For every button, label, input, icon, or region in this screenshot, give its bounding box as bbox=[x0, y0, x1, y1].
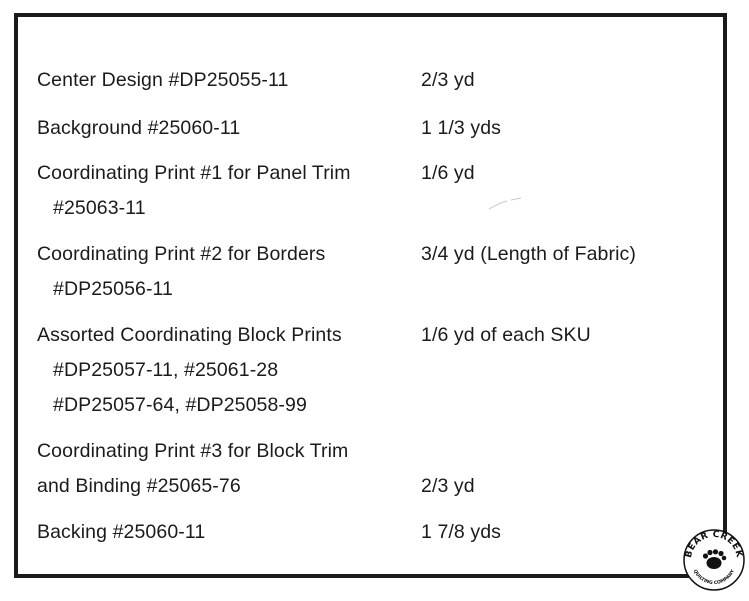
row-5-item-line-2: #DP25057-11, #25061-28 bbox=[53, 359, 279, 381]
scan-speck bbox=[487, 197, 527, 211]
row-3-item-line-2: #25063-11 bbox=[53, 197, 146, 219]
row-4-item-line-1: Coordinating Print #2 for Borders bbox=[37, 243, 326, 265]
row-3-amount: 1/6 yd bbox=[421, 162, 475, 184]
row-5-item-line-3: #DP25057-64, #DP25058-99 bbox=[53, 394, 307, 416]
row-6-item-line-2: and Binding #25065-76 bbox=[37, 475, 241, 497]
row-6-item-line-1: Coordinating Print #3 for Block Trim bbox=[37, 440, 349, 462]
row-3-item-line-1: Coordinating Print #1 for Panel Trim bbox=[37, 162, 351, 184]
row-7-amount: 1 7/8 yds bbox=[421, 521, 502, 543]
bear-paw-icon bbox=[683, 529, 745, 591]
row-2-item: Background #25060-11 bbox=[37, 117, 241, 139]
row-7-item: Backing #25060-11 bbox=[37, 521, 206, 543]
logo-top-text: BEAR CREEK bbox=[683, 529, 745, 559]
logo-bottom-text: QUILTING COMPANY bbox=[691, 569, 737, 587]
row-6-amount: 2/3 yd bbox=[421, 475, 475, 497]
row-2-amount: 1 1/3 yds bbox=[421, 117, 502, 139]
bear-creek-logo bbox=[683, 529, 745, 591]
row-5-item-line-1: Assorted Coordinating Block Prints bbox=[37, 324, 342, 346]
row-1-item: Center Design #DP25055-11 bbox=[37, 69, 289, 91]
row-5-amount: 1/6 yd of each SKU bbox=[421, 324, 591, 346]
row-1-amount: 2/3 yd bbox=[421, 69, 475, 91]
row-4-amount: 3/4 yd (Length of Fabric) bbox=[421, 243, 636, 265]
row-4-item-line-2: #DP25056-11 bbox=[53, 278, 173, 300]
